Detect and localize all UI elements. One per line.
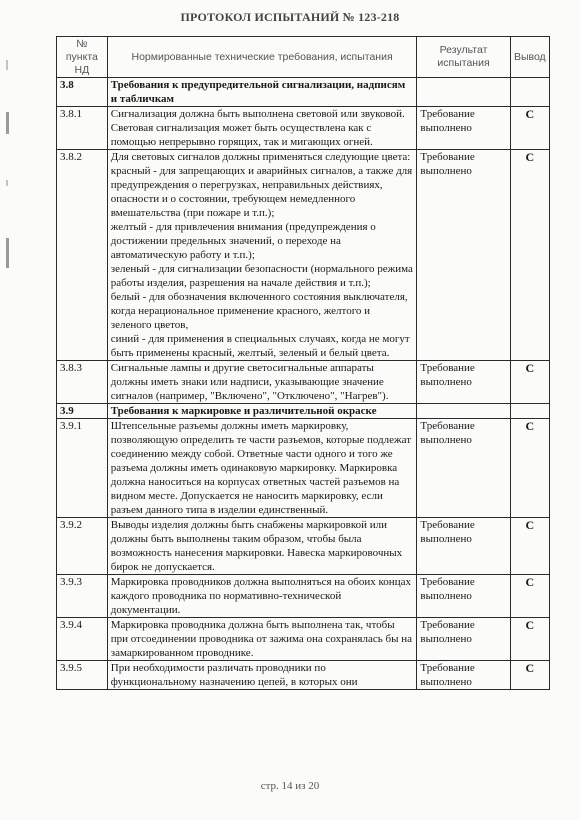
table-row xyxy=(57,150,550,361)
header-test-result: Результат испытания xyxy=(417,37,510,78)
verdict: С xyxy=(510,107,549,150)
section-verdict-cell xyxy=(510,404,549,419)
verdict: С xyxy=(510,661,549,690)
requirement-line: желтый - для привлечения внимания (предупреждения о достижении предельных значений, о переходе на автоматическую работу и т.п.); xyxy=(110,221,376,261)
section-number: 3.9 xyxy=(57,404,108,419)
test-result: Требование выполнено xyxy=(417,661,510,690)
header-verdict: Вывод xyxy=(510,37,549,78)
clause-number: 3.9.2 xyxy=(57,518,108,575)
table-header-row xyxy=(57,37,550,78)
section-title: Требования к маркировке и различительной окраске xyxy=(107,404,417,419)
clause-number: 3.8.3 xyxy=(57,361,108,404)
section-verdict-cell xyxy=(510,78,549,107)
scan-artifact xyxy=(6,238,9,268)
verdict: С xyxy=(510,361,549,404)
verdict: С xyxy=(510,618,549,661)
test-result: Требование выполнено xyxy=(417,575,510,618)
requirement-text: При необходимости различать проводники по функциональному назначению цепей, в которых они xyxy=(107,661,417,690)
clause-number: 3.9.4 xyxy=(57,618,108,661)
table-row xyxy=(57,518,550,575)
test-result: Требование выполнено xyxy=(417,150,510,361)
test-result: Требование выполнено xyxy=(417,419,510,518)
test-result: Требование выполнено xyxy=(417,518,510,575)
table-row xyxy=(57,618,550,661)
requirement-text: Маркировка проводников должна выполняться на обоих концах каждого проводника по нормативно-технической документации. xyxy=(107,575,417,618)
test-result: Требование выполнено xyxy=(417,361,510,404)
verdict: С xyxy=(510,518,549,575)
requirement-text xyxy=(107,150,417,361)
requirement-text: Маркировка проводника должна быть выполнена так, чтобы при отсоединении проводника от зажима она сохранялась бы на замаркированном проводнике. xyxy=(107,618,417,661)
scan-artifact xyxy=(6,112,9,134)
requirement-text: Выводы изделия должны быть снабжены маркировкой или должны быть выполнены таким образом, чтобы была возможность нанесения маркировки. Навеска маркировочных бирок не допускается. xyxy=(107,518,417,575)
verdict: С xyxy=(510,150,549,361)
requirement-line: зеленый - для сигнализации безопасности (нормального режима работы изделия, разрешения на начале действия и т.п.); xyxy=(110,263,413,289)
table-row xyxy=(57,107,550,150)
requirement-line: красный - для запрещающих и аварийных сигналов, а также для предупреждения о перегрузках, неправильных действиях, опасности и о состоянии, требующем немедленного вмешательства (при пожаре и т.п.); xyxy=(110,165,413,219)
section-title: Требования к предупредительной сигнализации, надписям и табличкам xyxy=(107,78,417,107)
page-number: стр. 14 из 20 xyxy=(260,780,320,792)
header-requirements: Нормированные технические требования, испытания xyxy=(107,37,417,78)
scan-artifact xyxy=(6,180,8,186)
clause-number: 3.9.5 xyxy=(57,661,108,690)
table-row xyxy=(57,661,550,690)
table-row xyxy=(57,419,550,518)
header-clause-number: № пункта НД xyxy=(57,37,108,78)
section-result-cell xyxy=(417,78,510,107)
test-result: Требование выполнено xyxy=(417,107,510,150)
clause-number: 3.8.1 xyxy=(57,107,108,150)
requirement-text: Сигнальные лампы и другие светосигнальные аппараты должны иметь знаки или надписи, указывающие значение сигналов (например, "Включено", "Отключено", "Нагрев"). xyxy=(107,361,417,404)
section-number: 3.8 xyxy=(57,78,108,107)
verdict: С xyxy=(510,419,549,518)
requirement-line: белый - для обозначения включенного состояния выключателя, когда нерациональное применение красного, желтого и зеленого цветов, xyxy=(110,291,408,331)
scan-artifact xyxy=(6,60,8,70)
requirement-line: синий - для применения в специальных случаях, когда не могут быть применены красный, желтый, зеленый и белый цвета. xyxy=(110,333,410,359)
clause-number: 3.9.3 xyxy=(57,575,108,618)
requirements-table xyxy=(56,36,550,690)
section-row xyxy=(57,78,550,107)
test-result: Требование выполнено xyxy=(417,618,510,661)
verdict: С xyxy=(510,575,549,618)
section-result-cell xyxy=(417,404,510,419)
section-row xyxy=(57,404,550,419)
document-title: ПРОТОКОЛ ИСПЫТАНИЙ № 123-218 xyxy=(180,10,400,24)
clause-number: 3.9.1 xyxy=(57,419,108,518)
table-row xyxy=(57,575,550,618)
requirement-text: Штепсельные разъемы должны иметь маркировку, позволяющую определить те части разъемов, которые подлежат соединению между собой. Ответные части одного и того же разъема должны иметь одинаковую маркировку. Маркировка должна наноситься на корпусах ответных частей разъемов на видном месте. Допускается не наносить маркировку, если разъем данного типа в изделии единственный. xyxy=(107,419,417,518)
clause-number: 3.8.2 xyxy=(57,150,108,361)
table-row xyxy=(57,361,550,404)
requirement-line: Для световых сигналов должны применяться следующие цвета: xyxy=(110,151,411,163)
requirement-text: Сигнализация должна быть выполнена световой или звуковой. Световая сигнализация может быть осуществлена как с помощью непрерывно горящих, так и мигающих огней. xyxy=(107,107,417,150)
